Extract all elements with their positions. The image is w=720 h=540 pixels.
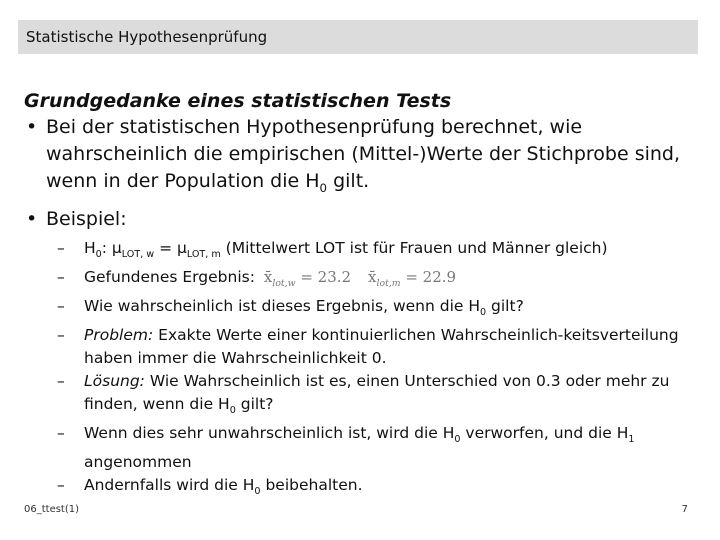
section-heading: Grundgedanke eines statistischen Tests (24, 90, 452, 112)
footer-page-number: 7 (681, 504, 688, 515)
dash-icon: – (57, 296, 65, 315)
slide-content (24, 88, 704, 503)
bullet-dot-icon: • (26, 207, 38, 230)
sub-item-h0: – $H_0$: $\mu_{LOT, w} = \mu_{LOT, m}$ (Mittelwert LOT ist für Frauen und Männer gleich) (57, 238, 608, 260)
dash-icon: – (57, 371, 65, 390)
sub-item-ergebnis: – Gefundenes Ergebnis: $x̄_{lot,w} = 23.2$ $x̄_{lot,m} = 22.9$ (57, 267, 457, 289)
sub-item-problem: – Problem: Exakte Werte einer kontinuierlichen Wahrscheinlich-keitsverteilung haben immer die Wahrscheinlichkeit 0. (57, 325, 679, 367)
slide-title: Statistische Hypothesenprüfung (26, 28, 268, 46)
dash-icon: – (57, 267, 65, 286)
sub-item-andernfalls: – Andernfalls wird die $H_0$ beibehalten. (57, 476, 363, 498)
dash-icon: – (57, 476, 65, 495)
dash-icon: – (57, 238, 65, 257)
dash-icon: – (57, 325, 65, 344)
formula-mean-m: $x̄_{lot,m} = 22.9$ (368, 267, 457, 289)
footer-filename: 06_ttest(1) (24, 504, 80, 515)
sub-item-frage: – Wie wahrscheinlich ist dieses Ergebnis, wenn die $H_0$ gilt? (57, 296, 524, 318)
dash-icon: – (57, 424, 65, 443)
bullet-dot-icon: • (26, 116, 38, 138)
slide-title-bar (18, 20, 698, 54)
sub-item-verworfen: – Wenn dies sehr unwahrscheinlich ist, wird die $H_0$ verworfen, und die $H_1$ angenommen (57, 424, 635, 472)
bullet-item-2: • Beispiel: (24, 206, 704, 233)
sub-item-loesung: – Lösung: Wie Wahrscheinlich ist es, einen Unterschied von 0.3 oder mehr zu finden, wenn die $H_0$ gilt? (57, 371, 670, 417)
bullet-item-1: • Bei der statistischen Hypothesenprüfung berechnet, wie wahrscheinlich die empirischen (Mittel-)Werte der Stichprobe sind, wenn in der Population die $H_0$ gilt. (26, 116, 681, 195)
sub-list (24, 237, 704, 503)
formula-mean-w: $x̄_{lot,w} = 23.2$ (263, 267, 352, 289)
